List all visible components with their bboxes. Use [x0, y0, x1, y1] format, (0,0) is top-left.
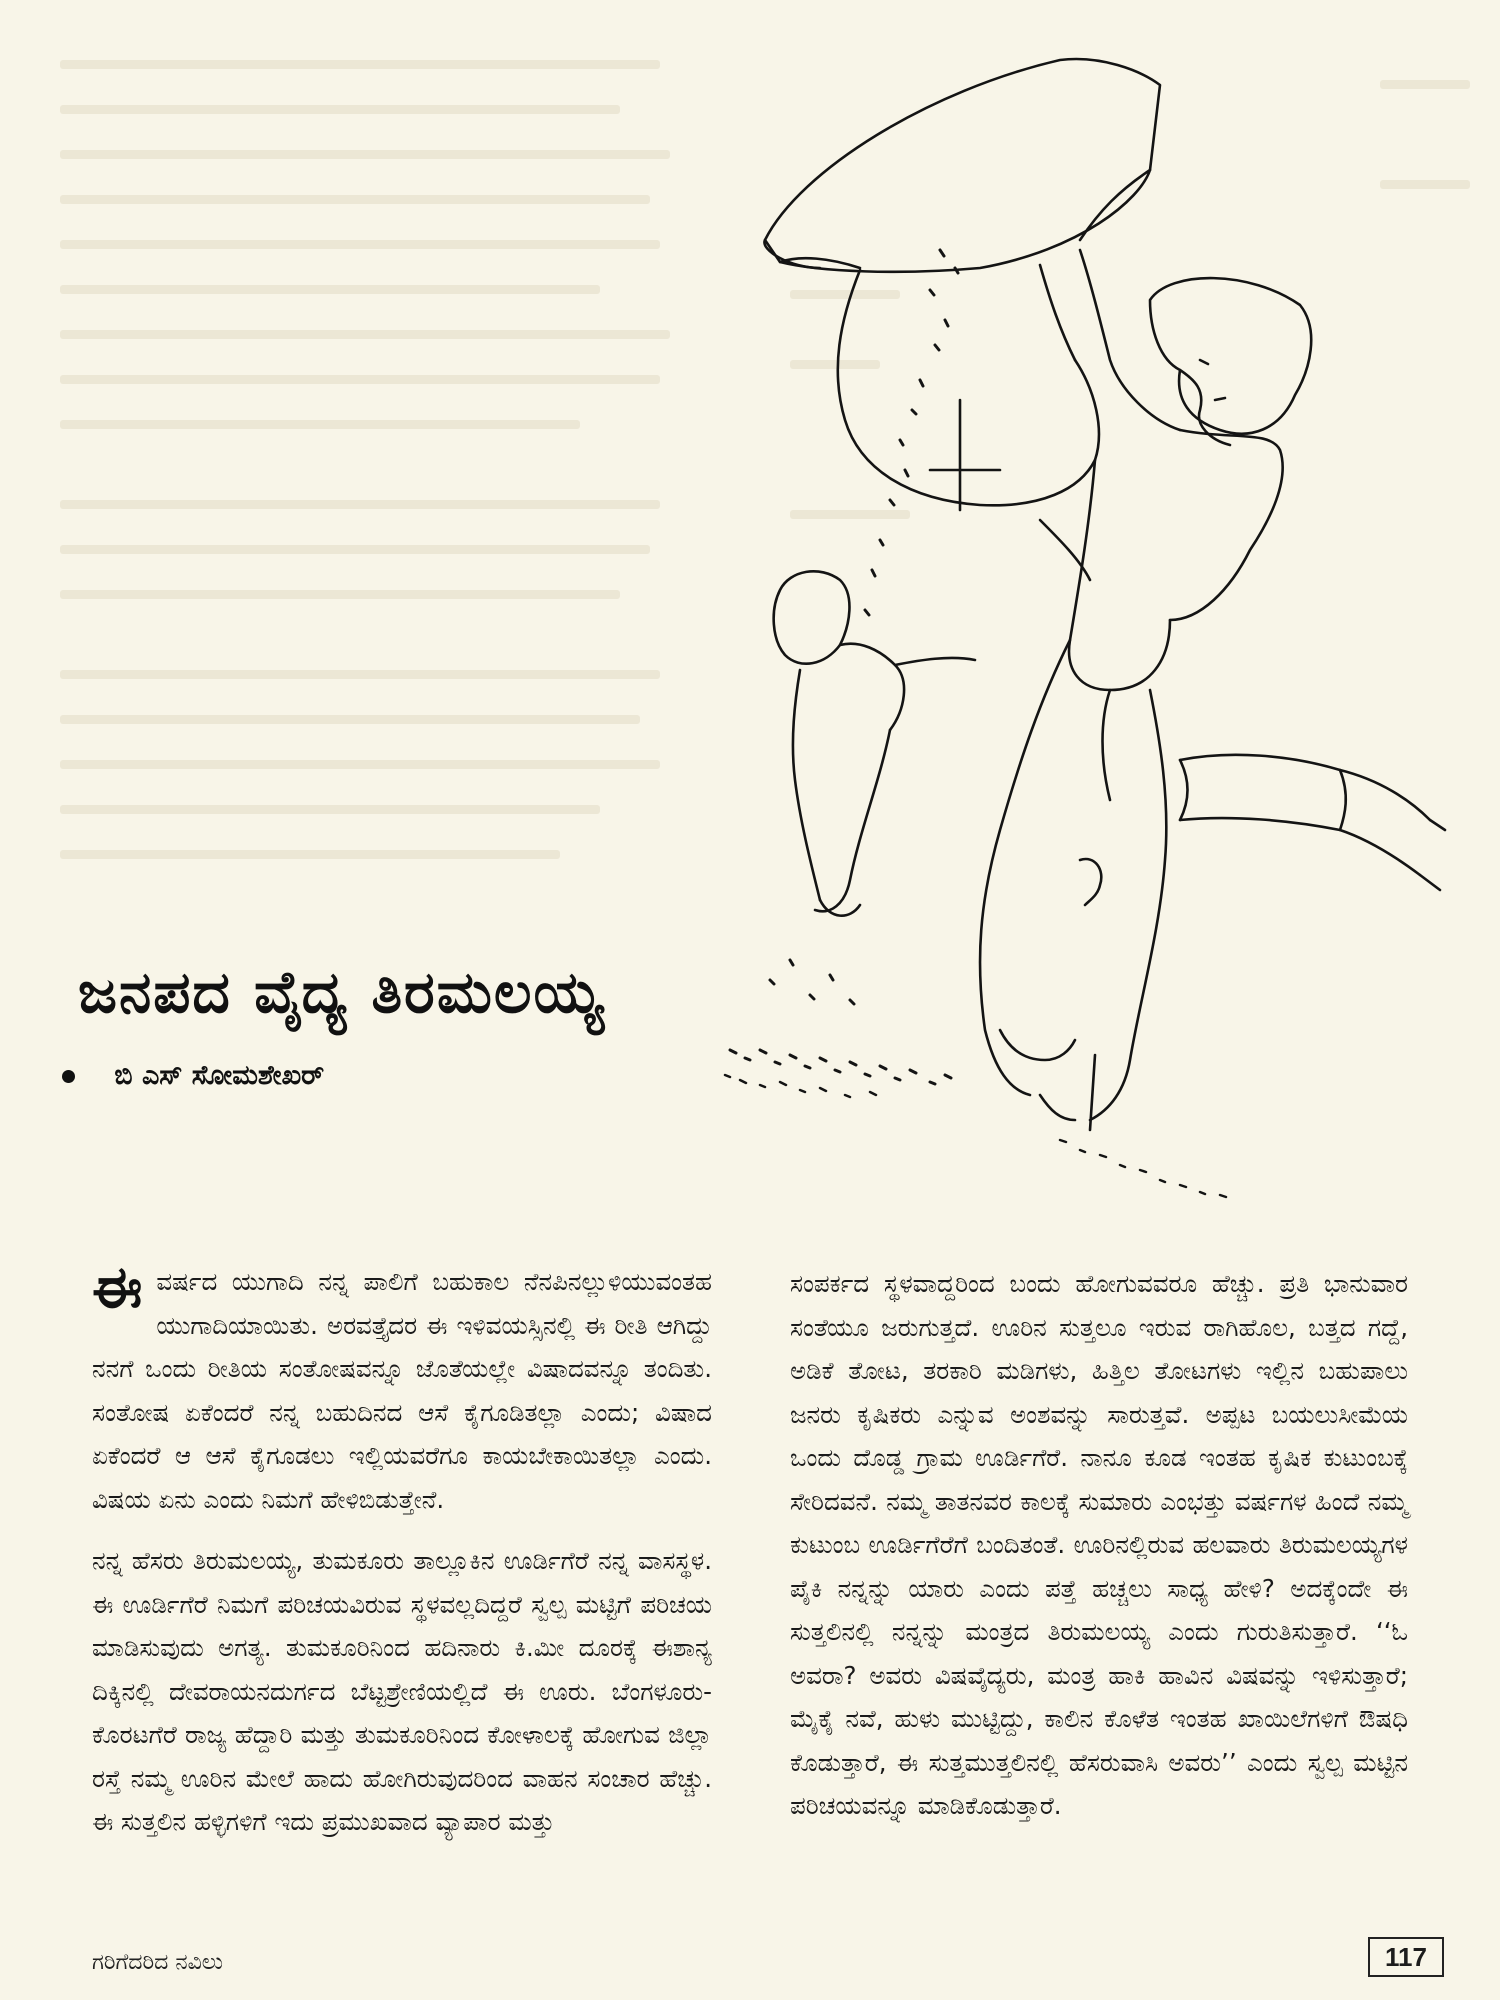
- running-footer-title: ಗರಿಗೆದರಿದ ನವಿಲು: [92, 1950, 224, 1975]
- ink-sketch-woman-winnowing-grain-icon: [700, 40, 1460, 1210]
- body-paragraph: ನನ್ನ ಹೆಸರು ತಿರುಮಲಯ್ಯ, ತುಮಕೂರು ತಾಲ್ಲೂಕಿನ ಊರ್ಡಿಗೆರೆ ನನ್ನ ವಾಸಸ್ಥಳ. ಈ ಊರ್ಡಿಗೆರೆ ನಿಮಗೆ ಪರಿಚಯವಿರುವ ಸ್ಥಳವಲ್ಲದಿದ್ದರೆ ಸ್ವಲ್ಪ ಮಟ್ಟಿಗೆ ಪರಿಚಯ ಮಾಡಿಸುವುದು ಅಗತ್ಯ. ತುಮಕೂರಿನಿಂದ ಹದಿನಾರು ಕಿ.ಮೀ ದೂರಕ್ಕೆ ಈಶಾನ್ಯ ದಿಕ್ಕಿನಲ್ಲಿ ದೇವರಾಯನದುರ್ಗದ ಬೆಟ್ಟಶ್ರೇಣಿಯಲ್ಲಿದೆ ಈ ಊರು. ಬೆಂಗಳೂರು-ಕೊರಟಗೆರೆ ರಾಜ್ಯ ಹೆದ್ದಾರಿ ಮತ್ತು ತುಮಕೂರಿನಿಂದ ಕೋಳಾಲಕ್ಕೆ ಹೋಗುವ ಜಿಲ್ಲಾ ರಸ್ತೆ ನಮ್ಮ ಊರಿನ ಮೇಲೆ ಹಾದು ಹೋಗಿರುವುದರಿಂದ ವಾಹನ ಸಂಚಾರ ಹೆಚ್ಚು. ಈ ಸುತ್ತಲಿನ ಹಳ್ಳಿಗಳಿಗೆ ಇದು ಪ್ರಮುಖವಾದ ವ್ಯಾಪಾರ ಮತ್ತು: [92, 1546, 712, 1836]
- article-column-left: [92, 1253, 712, 1862]
- body-paragraph: [92, 1253, 712, 1521]
- body-paragraph: ಸಂಪರ್ಕದ ಸ್ಥಳವಾದ್ದರಿಂದ ಬಂದು ಹೋಗುವವರೂ ಹೆಚ್ಚು. ಪ್ರತಿ ಭಾನುವಾರ ಸಂತೆಯೂ ಜರುಗುತ್ತದೆ. ಊರಿನ ಸುತ್ತಲೂ ಇರುವ ರಾಗಿಹೊಲ, ಬತ್ತದ ಗದ್ದೆ, ಅಡಿಕೆ ತೋಟ, ತರಕಾರಿ ಮಡಿಗಳು, ಹಿತ್ತಿಲ ತೋಟಗಳು ಇಲ್ಲಿನ ಬಹುಪಾಲು ಜನರು ಕೃಷಿಕರು ಎನ್ನುವ ಅಂಶವನ್ನು ಸಾರುತ್ತವೆ. ಅಪ್ಪಟ ಬಯಲುಸೀಮೆಯ ಒಂದು ದೊಡ್ಡ ಗ್ರಾಮ ಊರ್ಡಿಗೆರೆ. ನಾನೂ ಕೂಡ ಇಂತಹ ಕೃಷಿಕ ಕುಟುಂಬಕ್ಕೆ ಸೇರಿದವನೆ. ನಮ್ಮ ತಾತನವರ ಕಾಲಕ್ಕೆ ಸುಮಾರು ಎಂಭತ್ತು ವರ್ಷಗಳ ಹಿಂದೆ ನಮ್ಮ ಕುಟುಂಬ ಊರ್ಡಿಗೆರೆಗೆ ಬಂದಿತಂತೆ. ಊರಿನಲ್ಲಿರುವ ಹಲವಾರು ತಿರುಮಲಯ್ಯಗಳ ಪೈಕಿ ನನ್ನನ್ನು ಯಾರು ಎಂದು ಪತ್ತೆ ಹಚ್ಚಲು ಸಾಧ್ಯ ಹೇಳಿ? ಅದಕ್ಕೆಂದೇ ಈ ಸುತ್ತಲಿನಲ್ಲಿ ನನ್ನನ್ನು ಮಂತ್ರದ ತಿರುಮಲಯ್ಯ ಎಂದು ಗುರುತಿಸುತ್ತಾರೆ. ‘‘ಓ ಅವರಾ? ಅವರು ವಿಷವೈದ್ಯರು, ಮಂತ್ರ ಹಾಕಿ ಹಾವಿನ ವಿಷವನ್ನು ಇಳಿಸುತ್ತಾರೆ; ಮೈಕೈ ನವೆ, ಹುಳು ಮುಟ್ಟಿದ್ದು, ಕಾಲಿನ ಕೊಳೆತ ಇಂತಹ ಖಾಯಿಲೆಗಳಿಗೆ ಔಷಧಿ ಕೊಡುತ್ತಾರೆ, ಈ ಸುತ್ತಮುತ್ತಲಿನಲ್ಲಿ ಹೆಸರುವಾಸಿ ಅವರು’’ ಎಂದು ಸ್ವಲ್ಪ ಮಟ್ಟಿನ ಪರಿಚಯವನ್ನೂ ಮಾಡಿಕೊಡುತ್ತಾರೆ.: [790, 1269, 1408, 1820]
- paragraph-text: ವರ್ಷದ ಯುಗಾದಿ ನನ್ನ ಪಾಲಿಗೆ ಬಹುಕಾಲ ನೆನಪಿನಲ್ಲುಳಿಯುವಂತಹ ಯುಗಾದಿಯಾಯಿತು. ಅರವತ್ತೈದರ ಈ ಇಳಿವಯಸ್ಸಿನಲ್ಲಿ ಈ ರೀತಿ ಆಗಿದ್ದು ನನಗೆ ಒಂದು ರೀತಿಯ ಸಂತೋಷವನ್ನೂ ಜೊತೆಯಲ್ಲೇ ವಿಷಾದವನ್ನೂ ತಂದಿತು. ಸಂತೋಷ ಏಕೆಂದರೆ ನನ್ನ ಬಹುದಿನದ ಆಸೆ ಕೈಗೂಡಿತಲ್ಲಾ ಎಂದು; ವಿಷಾದ ಏಕೆಂದರೆ ಆ ಆಸೆ ಕೈಗೂಡಲು ಇಲ್ಲಿಯವರೆಗೂ ಕಾಯಬೇಕಾಯಿತಲ್ಲಾ ಎಂದು. ವಿಷಯ ಏನು ಎಂದು ನಿಮಗೆ ಹೇಳಿಬಿಡುತ್ತೇನೆ.: [92, 1267, 712, 1514]
- bullet-icon: [62, 1070, 75, 1083]
- article-title: ಜನಪದ ವೈದ್ಯ ತಿರಮಲಯ್ಯ: [78, 958, 606, 1026]
- drop-cap: ಈ: [92, 1253, 143, 1321]
- author-name: ಬಿ ಎಸ್ ಸೋಮಶೇಖರ್: [114, 1060, 325, 1091]
- article-column-right: [790, 1262, 1408, 1846]
- author-byline: [62, 1060, 324, 1092]
- page-number: 117: [1368, 1937, 1444, 1977]
